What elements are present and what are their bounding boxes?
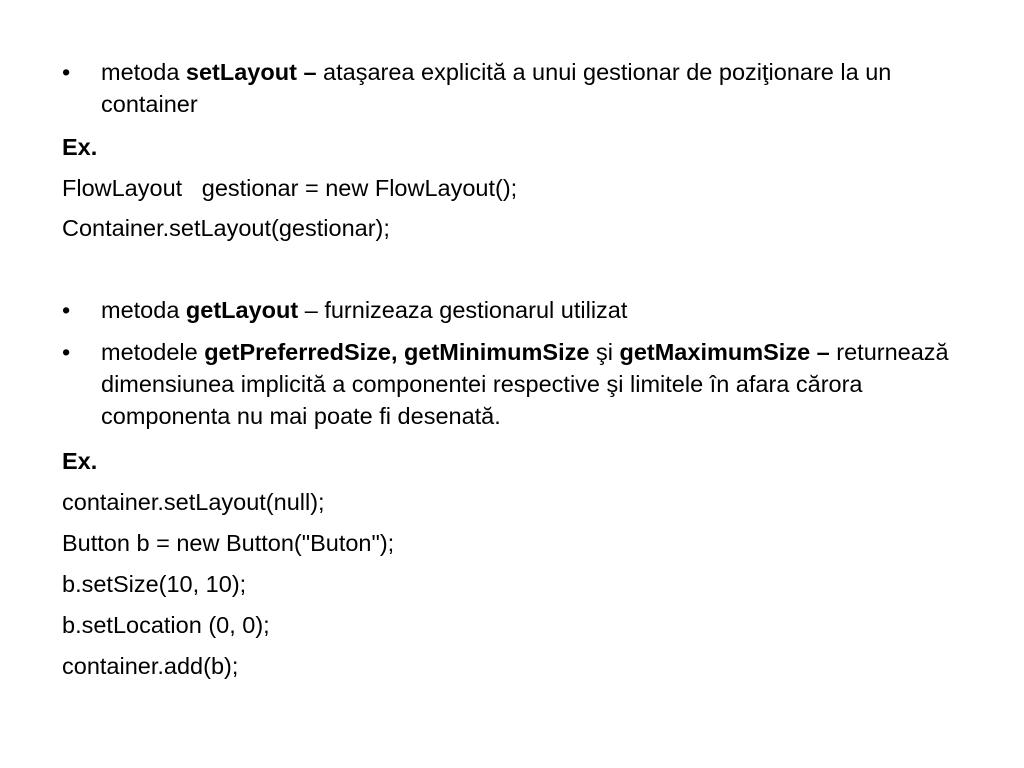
code-line: b.setLocation (0, 0); [62,612,270,638]
code-line: Button b = new Button("Buton"); [62,530,395,556]
bullet-size-methods [62,336,982,432]
bullet-size-bold2: getMaximumSize – [619,339,837,365]
bullet-mark: • [62,297,71,323]
code-line: Container.setLayout(gestionar); [62,215,390,241]
bullet-size-prefix: metodele [101,339,205,365]
bullet-getlayout-bold: getLayout [185,297,299,323]
bullet-getlayout-rest: – furnizeaza gestionarul utilizat [298,297,628,323]
bullet-getlayout-prefix: metoda [101,297,186,323]
bullet-mark: • [62,59,71,85]
code-line: container.add(b); [62,653,239,679]
bullet-getlayout-text [101,294,982,326]
bullet-size-bold1: getPreferredSize, getMinimumSize [204,339,590,365]
code-line: container.setLayout(null); [62,489,325,515]
bullet-size-mid: şi [589,339,620,365]
bullet-getlayout [62,294,982,326]
bullet-setlayout-rest: ataşarea explicită a unui gestionar de poziţionare la un container [101,59,892,117]
example-label-1: Ex. [62,134,98,160]
bullet-size-rest: returnează dimensiunea implicită a componentei respective şi limitele în afara cărora componenta nu mai poate fi desenată. [101,339,949,429]
example-label-2: Ex. [62,448,98,474]
bullet-size-methods-text [101,336,982,432]
bullet-setlayout-bold: setLayout – [185,59,324,85]
bullet-mark: • [62,339,71,365]
bullet-setlayout [62,56,982,120]
bullet-setlayout-prefix: metoda [101,59,186,85]
code-line: FlowLayout gestionar = new FlowLayout(); [62,175,518,201]
code-line: b.setSize(10, 10); [62,571,247,597]
bullet-setlayout-text [101,56,982,120]
